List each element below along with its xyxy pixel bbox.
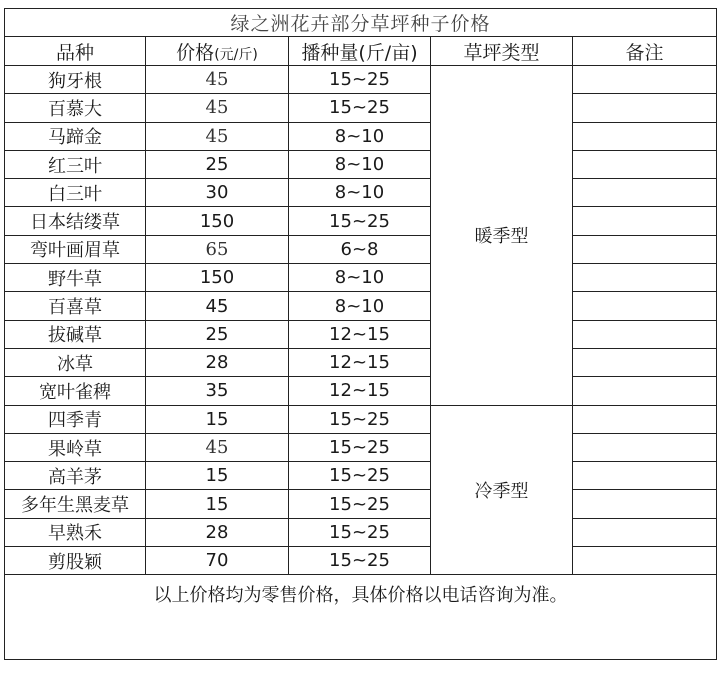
table-row bbox=[5, 462, 717, 490]
rate-cell: 15~25 bbox=[289, 518, 431, 546]
remarks-cell bbox=[573, 433, 717, 461]
remarks-cell bbox=[573, 490, 717, 518]
price-cell: 65 bbox=[146, 235, 289, 263]
variety-cell: 拔碱草 bbox=[5, 320, 146, 348]
table-row bbox=[5, 207, 717, 235]
rate-cell: 12~15 bbox=[289, 348, 431, 376]
table-row bbox=[5, 122, 717, 150]
variety-cell: 日本结缕草 bbox=[5, 207, 146, 235]
variety-cell: 狗牙根 bbox=[5, 66, 146, 94]
table-row bbox=[5, 264, 717, 292]
remarks-cell bbox=[573, 348, 717, 376]
remarks-cell bbox=[573, 462, 717, 490]
remarks-cell bbox=[573, 94, 717, 122]
table-row bbox=[5, 377, 717, 405]
rate-cell: 15~25 bbox=[289, 433, 431, 461]
remarks-cell bbox=[573, 264, 717, 292]
price-cell: 150 bbox=[146, 207, 289, 235]
variety-cell: 果岭草 bbox=[5, 433, 146, 461]
rate-cell: 8~10 bbox=[289, 292, 431, 320]
variety-cell: 早熟禾 bbox=[5, 518, 146, 546]
rate-cell: 15~25 bbox=[289, 490, 431, 518]
header-variety: 品种 bbox=[5, 37, 146, 66]
rate-cell: 8~10 bbox=[289, 179, 431, 207]
header-remarks: 备注 bbox=[573, 37, 717, 66]
variety-cell: 冰草 bbox=[5, 348, 146, 376]
remarks-cell bbox=[573, 179, 717, 207]
remarks-cell bbox=[573, 405, 717, 433]
variety-cell: 四季青 bbox=[5, 405, 146, 433]
turf-type-cool: 冷季型 bbox=[431, 405, 573, 575]
remarks-cell bbox=[573, 292, 717, 320]
rate-cell: 15~25 bbox=[289, 94, 431, 122]
price-cell: 45 bbox=[146, 122, 289, 150]
table-row bbox=[5, 94, 717, 122]
price-cell: 70 bbox=[146, 547, 289, 575]
rate-cell: 15~25 bbox=[289, 405, 431, 433]
price-cell: 35 bbox=[146, 377, 289, 405]
table-title: 绿之洲花卉部分草坪种子价格 bbox=[5, 9, 717, 37]
rate-cell: 12~15 bbox=[289, 377, 431, 405]
remarks-cell bbox=[573, 207, 717, 235]
rate-cell: 15~25 bbox=[289, 66, 431, 94]
variety-cell: 百喜草 bbox=[5, 292, 146, 320]
rate-cell: 8~10 bbox=[289, 264, 431, 292]
header-price bbox=[146, 37, 289, 66]
footer-note: 以上价格均为零售价格，具体价格以电话咨询为准。 bbox=[5, 575, 717, 660]
price-table bbox=[4, 8, 717, 660]
remarks-cell bbox=[573, 122, 717, 150]
remarks-cell bbox=[573, 377, 717, 405]
variety-cell: 百慕大 bbox=[5, 94, 146, 122]
table-row bbox=[5, 518, 717, 546]
remarks-cell bbox=[573, 150, 717, 178]
header-price-unit: (元/斤) bbox=[214, 46, 258, 63]
remarks-cell bbox=[573, 320, 717, 348]
remarks-cell bbox=[573, 66, 717, 94]
variety-cell: 宽叶雀稗 bbox=[5, 377, 146, 405]
variety-cell: 弯叶画眉草 bbox=[5, 235, 146, 263]
table-row bbox=[5, 547, 717, 575]
price-cell: 45 bbox=[146, 66, 289, 94]
variety-cell: 剪股颖 bbox=[5, 547, 146, 575]
price-cell: 28 bbox=[146, 348, 289, 376]
price-cell: 15 bbox=[146, 462, 289, 490]
header-seeding-rate: 播种量(斤/亩) bbox=[289, 37, 431, 66]
price-cell: 25 bbox=[146, 320, 289, 348]
header-price-label: 价格 bbox=[176, 41, 215, 64]
remarks-cell bbox=[573, 547, 717, 575]
table-row bbox=[5, 179, 717, 207]
variety-cell: 白三叶 bbox=[5, 179, 146, 207]
rate-cell: 15~25 bbox=[289, 462, 431, 490]
variety-cell: 马蹄金 bbox=[5, 122, 146, 150]
remarks-cell bbox=[573, 518, 717, 546]
table-row bbox=[5, 292, 717, 320]
price-cell: 45 bbox=[146, 433, 289, 461]
table-row bbox=[5, 150, 717, 178]
price-sheet bbox=[4, 8, 716, 666]
table-row bbox=[5, 320, 717, 348]
rate-cell: 15~25 bbox=[289, 547, 431, 575]
price-cell: 28 bbox=[146, 518, 289, 546]
variety-cell: 高羊茅 bbox=[5, 462, 146, 490]
rate-cell: 15~25 bbox=[289, 207, 431, 235]
rate-cell: 8~10 bbox=[289, 122, 431, 150]
price-cell: 15 bbox=[146, 490, 289, 518]
variety-cell: 多年生黑麦草 bbox=[5, 490, 146, 518]
table-row bbox=[5, 433, 717, 461]
table-row bbox=[5, 490, 717, 518]
price-cell: 30 bbox=[146, 179, 289, 207]
table-row bbox=[5, 405, 717, 433]
price-cell: 45 bbox=[146, 292, 289, 320]
rate-cell: 12~15 bbox=[289, 320, 431, 348]
rate-cell: 6~8 bbox=[289, 235, 431, 263]
table-row bbox=[5, 235, 717, 263]
table-row bbox=[5, 348, 717, 376]
price-cell: 45 bbox=[146, 94, 289, 122]
remarks-cell bbox=[573, 235, 717, 263]
table-row bbox=[5, 66, 717, 94]
turf-type-warm: 暖季型 bbox=[431, 66, 573, 406]
variety-cell: 野牛草 bbox=[5, 264, 146, 292]
price-cell: 25 bbox=[146, 150, 289, 178]
rate-cell: 8~10 bbox=[289, 150, 431, 178]
price-cell: 15 bbox=[146, 405, 289, 433]
price-cell: 150 bbox=[146, 264, 289, 292]
header-turf-type: 草坪类型 bbox=[431, 37, 573, 66]
variety-cell: 红三叶 bbox=[5, 150, 146, 178]
